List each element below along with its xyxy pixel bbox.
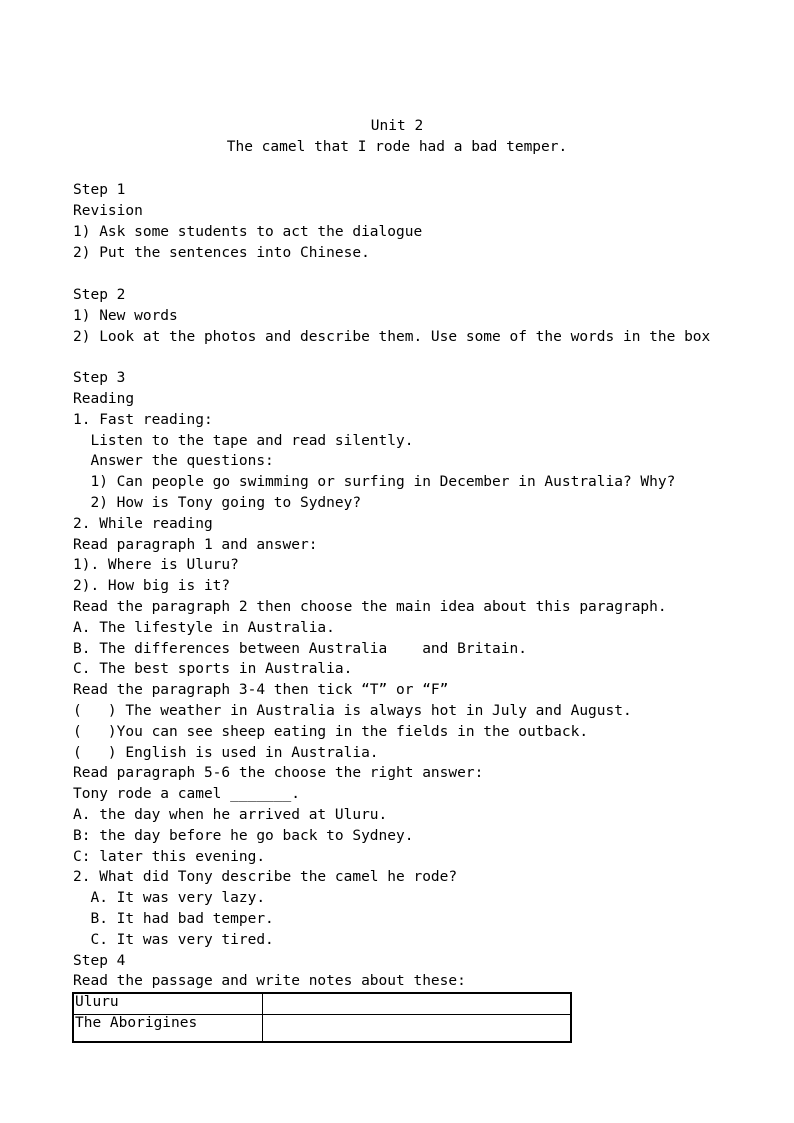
text-line: 1) New words <box>73 308 178 324</box>
text-line: Read the paragraph 3-4 then tick “T” or “F” <box>73 682 449 698</box>
step-4-heading: Step 4 <box>73 953 126 969</box>
text-line: 2. What did Tony describe the camel he rode? <box>73 869 458 885</box>
text-line: A. The lifestyle in Australia. <box>73 620 335 636</box>
text-line: 2) How is Tony going to Sydney? <box>73 495 362 511</box>
text-line: 2) Put the sentences into Chinese. <box>73 245 370 261</box>
table-cell-notes[interactable] <box>263 1015 572 1043</box>
text-line: Listen to the tape and read silently. <box>73 433 414 449</box>
text-line: ( )You can see sheep eating in the fields in the outback. <box>73 724 589 740</box>
text-line: 1) Can people go swimming or surfing in December in Australia? Why? <box>73 474 676 490</box>
table-row <box>73 1015 571 1043</box>
notes-table <box>72 992 572 1043</box>
text-line: B: the day before he go back to Sydney. <box>73 828 414 844</box>
text-line: B. The differences between Australia and Britain. <box>73 641 527 657</box>
text-line: C: later this evening. <box>73 849 266 865</box>
unit-title: Unit 2 <box>370 118 424 134</box>
text-line: Revision <box>73 203 143 219</box>
text-line: Read the passage and write notes about these: <box>73 973 466 989</box>
text-line: Reading <box>73 391 135 407</box>
text-line: 1). Where is Uluru? <box>73 557 239 573</box>
text-line: 1) Ask some students to act the dialogue <box>73 224 423 240</box>
lesson-subtitle: The camel that I rode had a bad temper. <box>226 139 568 155</box>
table-row <box>73 993 571 1015</box>
text-line: A. the day when he arrived at Uluru. <box>73 807 388 823</box>
text-line: C. It was very tired. <box>73 932 274 948</box>
text-line: 2. While reading <box>73 516 213 532</box>
step-2-heading: Step 2 <box>73 287 126 303</box>
text-line: Read paragraph 1 and answer: <box>73 537 318 553</box>
text-line: B. It had bad temper. <box>73 911 274 927</box>
text-line: 2). How big is it? <box>73 578 231 594</box>
table-cell-notes[interactable] <box>263 993 572 1015</box>
text-line: ( ) English is used in Australia. <box>73 745 379 761</box>
text-line: Read the paragraph 2 then choose the main idea about this paragraph. <box>73 599 667 615</box>
step-1-heading: Step 1 <box>73 182 126 198</box>
text-line: 1. Fast reading: <box>73 412 213 428</box>
step-3-heading: Step 3 <box>73 370 126 386</box>
text-line: 2) Look at the photos and describe them. Use some of the words in the box <box>73 329 711 345</box>
text-line: ( ) The weather in Australia is always hot in July and August. <box>73 703 632 719</box>
text-line: Answer the questions: <box>73 453 274 469</box>
table-cell-topic: The Aborigines <box>73 1015 263 1043</box>
text-line: C. The best sports in Australia. <box>73 661 353 677</box>
text-line: Tony rode a camel _______. <box>73 786 300 802</box>
text-line: A. It was very lazy. <box>73 890 266 906</box>
text-line: Read paragraph 5-6 the choose the right answer: <box>73 765 484 781</box>
table-cell-topic: Uluru <box>73 993 263 1015</box>
